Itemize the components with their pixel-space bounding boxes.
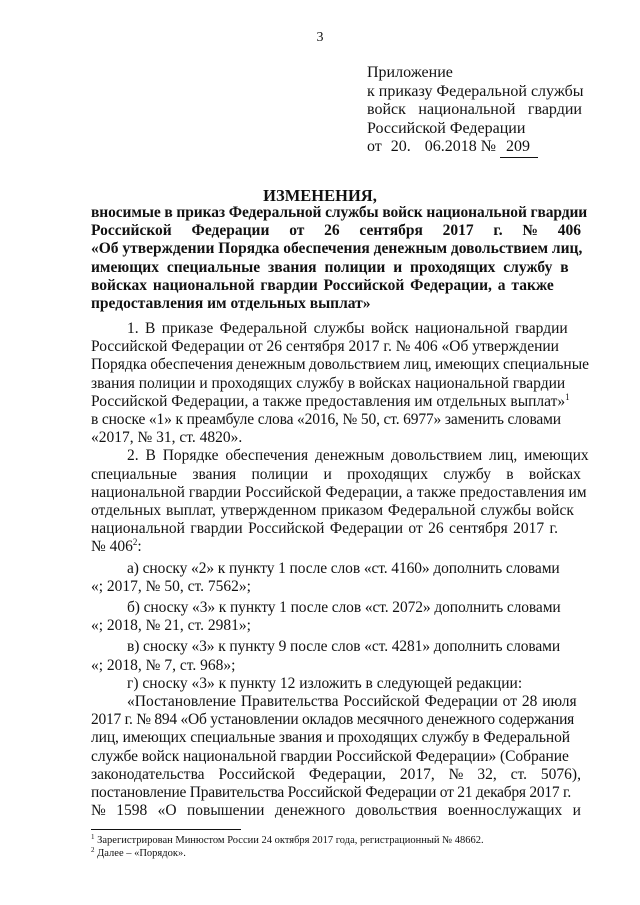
appendix-line: к приказу Федеральной службы	[367, 82, 584, 100]
footnote-ref: 1	[565, 391, 570, 402]
paragraph-2: 2. В Порядке обеспечения денежным довольствием лиц, имеющих специальные звания полиции и проходящих службу в войсках национальной гвардии Российской Федерации, а также предоставления им отдельных выплат, утвержденном приказом Федеральной службы войск национальной гвардии Российской Федерации от 26 сентября 2017 г. № $406^2$:	[91, 447, 589, 556]
page-number: 3	[316, 30, 324, 45]
footnotes	[91, 834, 581, 860]
appendix-line: Российской Федерации	[367, 119, 526, 137]
appendix-date: от 20. 06.2018 № 209	[367, 138, 582, 158]
order-number: 209	[500, 138, 538, 158]
quoted-text: «Постановление Правительства Российской Федерации от 28 июля 2017 г. № 894 «Об установлении окладов месячного денежного содержания лиц, имеющих специальные звания и проходящих службу в Федеральной службе войск национальной гвардии Российской Федерации» (Собрание законодательства Российской Федерации, 2017, № 32, ст. 5076), постановление Правительства Российской Федерации от 21 декабря 2017 г. № 1598 «О повышении денежного довольствия военнослужащих и	[91, 693, 581, 820]
item-v: в) сноску «3» к пункту 9 после слов «ст. 4281» дополнить словами «; 2018, № 7, ст. 968»;	[91, 638, 561, 674]
appendix-line: Приложение	[367, 64, 453, 81]
item-g: г) сноску «3» к пункту 12 изложить в следующей редакции:	[127, 674, 523, 692]
footnote-1: $^1$ Зарегистрирован Минюстом России 24 октября 2017 года, регистрационный № 48662.	[91, 833, 484, 846]
footnote-2: $^2$ Далее – «Порядок».	[91, 846, 186, 859]
appendix-line: войск национальной гвардии	[367, 101, 582, 118]
footnote-divider	[91, 829, 241, 830]
footnote-ref: 2	[132, 537, 138, 548]
document-body	[91, 320, 590, 820]
document-title: ИЗМЕНЕНИЯ,	[263, 186, 377, 205]
item-a: а) сноску «2» к пункту 1 после слов «ст. 4160» дополнить словами «; 2017, № 50, ст. 7562»;	[91, 559, 560, 595]
appendix-block	[367, 64, 582, 158]
item-b: б) сноску «3» к пункту 1 после слов «ст. 2072» дополнить словами «; 2018, № 21, ст. 2981»;	[91, 599, 561, 635]
document-subtitle: вносимые в приказ Федеральной службы войск национальной гвардии Российской Федерации от 26 сентября 2017 г. № 406 «Об утверждении Порядка обеспечения денежным довольствием лиц, имеющих специальные звания полиции и проходящих службу в войсках национальной гвардии Российской Федерации, а также предоставления им отдельных выплат»	[91, 204, 588, 313]
paragraph-1: 1. В приказе Федеральной службы войск национальной гвардии Российской Федерации от 26 сентября 2017 г. № 406 «Об утверждении Порядка обеспечения денежным довольствием лиц, имеющих специальные звания полиции и проходящих службу в войсках национальной гвардии Российской Федерации, а также предоставления им отдельных выплат»$^1$ в сноске «1» к преамбуле слова «2016, № 50, ст. 6977» заменить словами «2017, № 31, ст. 4820».	[91, 320, 590, 447]
